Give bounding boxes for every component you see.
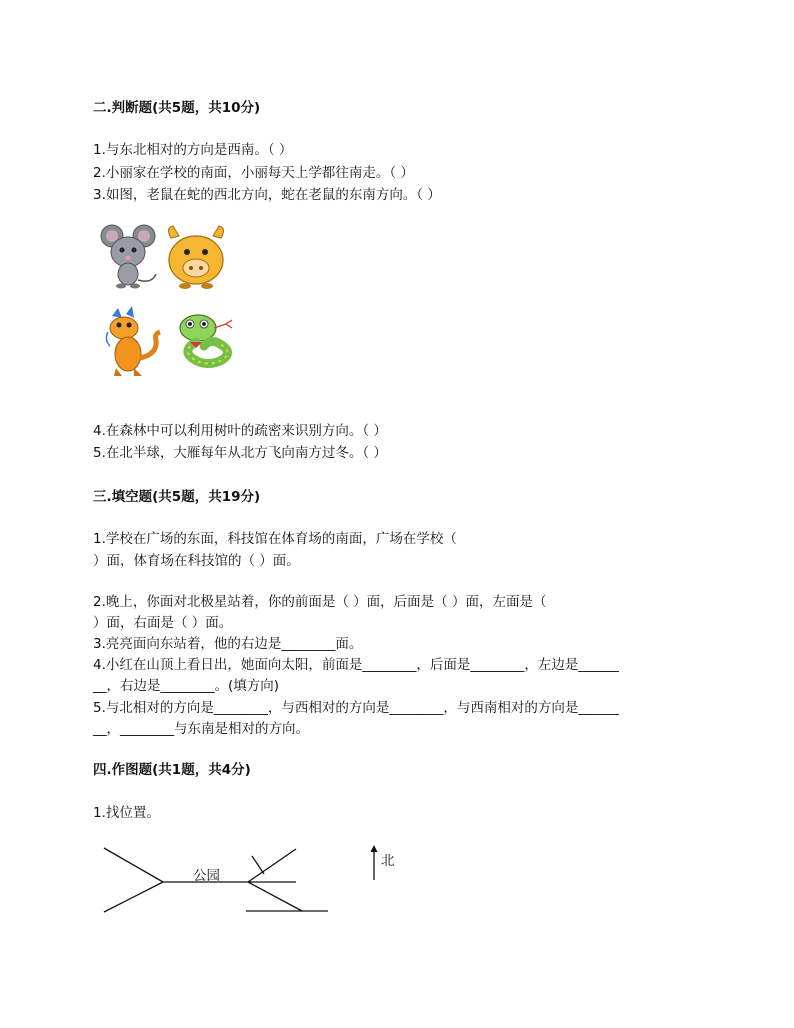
fill-question-2-line-1: 2.晚上，你面对北极星站着，你的前面是（ ）面，后面是（ ）面，左面是（ [93,594,547,610]
fill-question-4-line-1: 4.小红在山顶上看日出，她面向太阳，前面是________，后面是________，左边是______ [93,657,619,673]
section-heading-drawing: 四.作图题(共1题，共4分) [93,762,251,778]
map-road-short-branch [252,856,264,874]
map-road-lower-left [104,882,163,912]
judgement-question-2: 2.小丽家在学校的南面，小丽每天上学都往南走。（ ） [93,165,414,181]
north-label: 北 [381,853,395,869]
judgement-question-3: 3.如图，老鼠在蛇的西北方向，蛇在老鼠的东南方向。（ ） [93,187,441,203]
judgement-question-5: 5.在北半球，大雁每年从北方飞向南方过冬。（ ） [93,445,387,461]
fill-question-3: 3.亮亮面向东站着，他的右边是________面。 [93,636,363,652]
north-arrow-head [371,845,378,852]
fill-question-5-line-1: 5.与北相对的方向是________，与西相对的方向是________，与西南相对的方向是______ [93,700,619,716]
map-road-upper-left [104,848,163,882]
fill-question-1-line-1: 1.学校在广场的东面，科技馆在体育场的南面，广场在学校（ [93,531,457,547]
section-heading-fill-blank: 三.填空题(共5题，共19分) [93,489,261,505]
fill-question-1-line-2: ）面，体育场在科技馆的（ ）面。 [93,553,300,569]
map-road-upper-right [248,849,296,882]
fill-question-4-line-2: __，右边是________。(填方向) [93,678,280,694]
map-road-lower-right [248,882,302,911]
fill-question-2-line-2: ）面，右面是（ ）面。 [93,615,233,631]
judgement-question-4: 4.在森林中可以利用树叶的疏密来识别方向。（ ） [93,423,387,439]
park-label: 公园 [193,868,220,884]
judgement-question-1: 1.与东北相对的方向是西南。（ ） [93,142,293,158]
drawing-question-1: 1.找位置。 [93,805,160,821]
fill-question-5-line-2: __，________与东南是相对的方向。 [93,721,309,737]
section-heading-judgement: 二.判断题(共5题，共10分) [93,100,261,116]
